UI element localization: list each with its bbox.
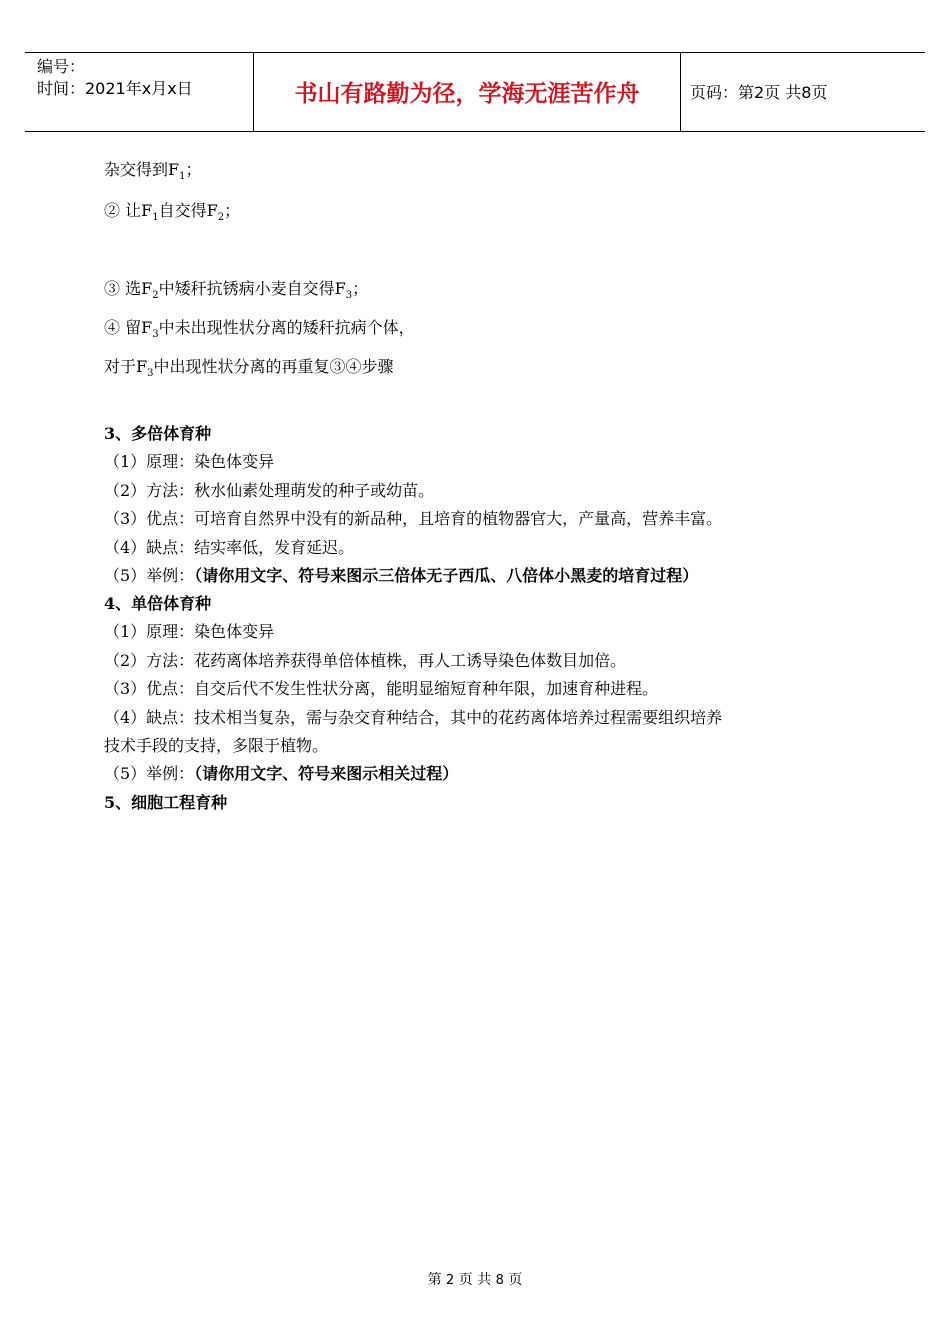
step-2: ② 让$F_1$自交得$F_2$； [104,201,241,223]
section4-item-method: （2）方法：花药离体培养获得单倍体植株，再人工诱导染色体数目加倍。 [104,651,627,670]
page-header [25,52,925,132]
section3-item-method: （2）方法：秋水仙素处理萌发的种子或幼苗。 [104,481,435,500]
header-left-cell [25,53,253,131]
section4-item-disadvantage: （4）缺点：技术相当复杂，需与杂交育种结合，其中的花药离体培养过程需要组织培养 [104,708,723,727]
section4-item-principle: （1）原理：染色体变异 [104,622,275,641]
section3-item-advantage: （3）优点：可培育自然界中没有的新品种，且培育的植物器官大，产量高，营养丰富。 [104,509,723,528]
step-cross: 杂交得到$F_1$； [104,160,202,182]
section4-item-example: （5）举例：（请你用文字、符号来图示相关过程） [104,764,459,783]
section3-item-example: （5）举例：（请你用文字、符号来图示三倍体无子西瓜、八倍体小黑麦的培育过程） [104,566,699,585]
step-5: 对于$F_3$中出现性状分离的再重复③④步骤 [104,357,394,379]
section4-heading: 4、单倍体育种 [104,594,212,613]
header-motto-cell [253,53,681,131]
section4-item-advantage: （3）优点：自交后代不发生性状分离，能明显缩短育种年限，加速育种进程。 [104,679,659,698]
section3-item-disadvantage: （4）缺点：结实率低，发育延迟。 [104,538,355,557]
header-right-cell [680,53,925,131]
time-label: 时间：2021年x月x日 [37,79,193,98]
step-3: ③ 选$F_2$中矮秆抗锈病小麦自交得$F_3$； [104,279,369,301]
section4-item-disadvantage-cont: 技术手段的支持，多限于植物。 [104,736,329,755]
motto: 书山有路勤为径，学海无涯苦作舟 [294,81,640,107]
section3-heading: 3、多倍体育种 [104,424,212,443]
step-4: ④ 留$F_3$中未出现性状分离的矮秆抗病个体， [104,318,415,340]
page-info: 页码：第2页 共8页 [690,83,828,102]
section5-heading: 5、细胞工程育种 [104,793,228,812]
section3-item-principle: （1）原理：染色体变异 [104,452,275,471]
number-label: 编号： [37,57,86,76]
page-footer: 第 2 页 共 8 页 [427,1272,523,1288]
